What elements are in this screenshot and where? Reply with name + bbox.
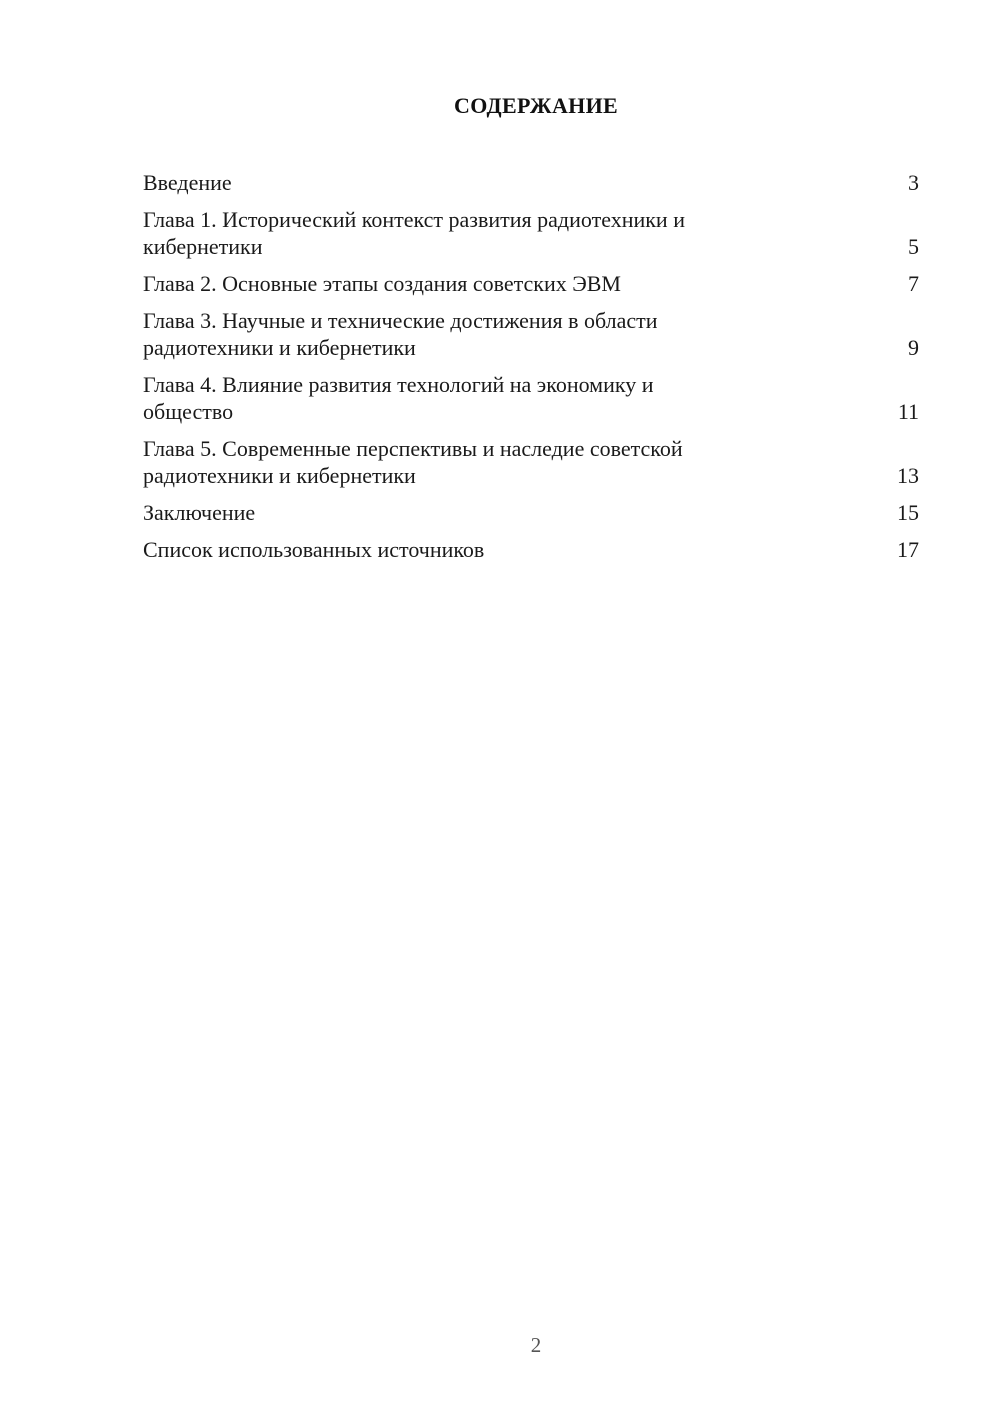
table-of-contents	[143, 169, 919, 573]
toc-entry-page: 7	[908, 271, 919, 296]
toc-entry-page: 5	[908, 234, 919, 259]
toc-entry-title: Глава 3. Научные и технические достижения в области радиотехники и кибернетики	[143, 308, 658, 360]
toc-entry-title: Список использованных источников	[143, 537, 485, 562]
toc-entry-chapter-3	[143, 307, 919, 361]
toc-entry-references	[143, 536, 919, 563]
page-number: 2	[530, 1333, 542, 1357]
toc-entry-chapter-4	[143, 371, 919, 425]
toc-entry-page: 15	[897, 500, 919, 525]
toc-entry-chapter-2	[143, 270, 919, 297]
toc-entry-page: 9	[908, 335, 919, 360]
toc-entry-page: 13	[897, 463, 919, 488]
toc-entry-page: 17	[897, 537, 919, 562]
toc-entry-conclusion	[143, 499, 919, 526]
toc-entry-introduction	[143, 169, 919, 196]
toc-entry-title: Заключение	[143, 500, 256, 525]
toc-entry-title: Введение	[143, 170, 232, 195]
toc-entry-title: Глава 4. Влияние развития технологий на экономику и общество	[143, 372, 654, 424]
toc-entry-chapter-1	[143, 206, 919, 260]
toc-entry-page: 11	[897, 399, 919, 424]
toc-entry-chapter-5	[143, 435, 919, 489]
page-title: СОДЕРЖАНИЕ	[454, 93, 618, 118]
toc-entry-title: Глава 1. Исторический контекст развития радиотехники и кибернетики	[143, 207, 685, 259]
toc-entry-page: 3	[908, 170, 919, 195]
toc-entry-title: Глава 5. Современные перспективы и наследие советской радиотехники и кибернетики	[143, 436, 683, 488]
toc-entry-title: Глава 2. Основные этапы создания советских ЭВМ	[143, 271, 621, 296]
